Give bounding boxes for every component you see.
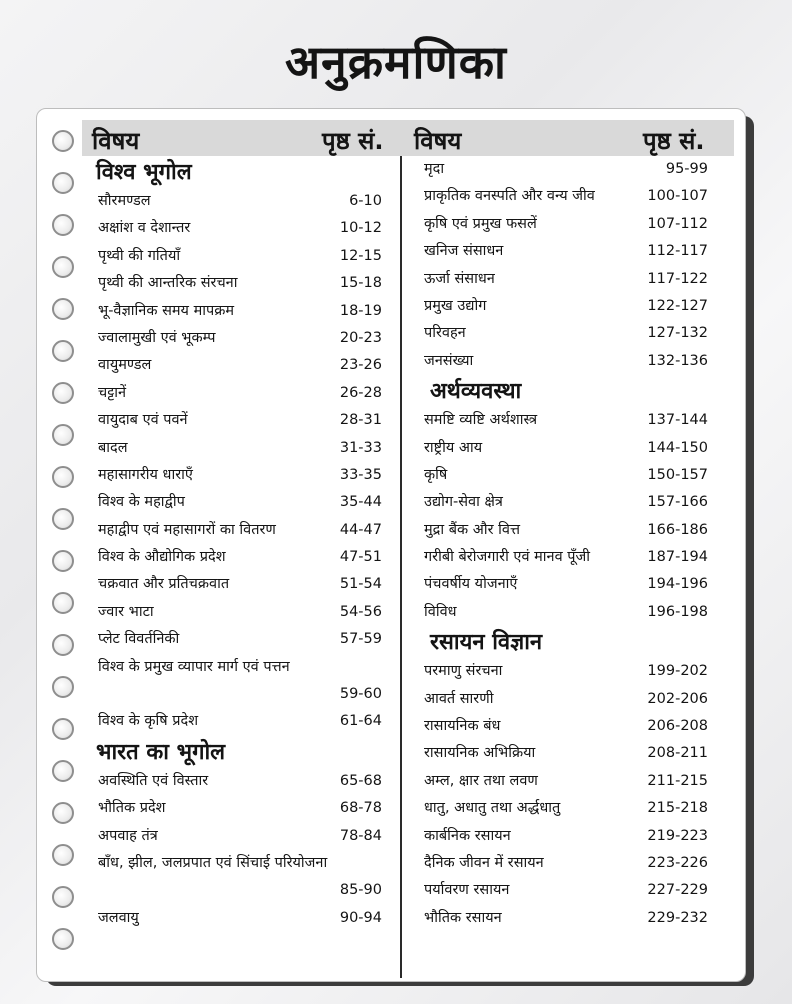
entry-page-range: 31-33 bbox=[339, 439, 382, 456]
index-entry bbox=[420, 156, 712, 183]
binder-ring-icon bbox=[52, 928, 74, 950]
index-entry bbox=[420, 823, 712, 850]
index-entry bbox=[86, 325, 386, 352]
entry-topic: अक्षांश व देशान्तर bbox=[98, 220, 191, 237]
index-entry bbox=[86, 905, 386, 932]
index-entry bbox=[86, 435, 386, 462]
entry-page-range: 166-186 bbox=[647, 521, 708, 538]
entry-page-range: 26-28 bbox=[339, 384, 382, 401]
index-entry bbox=[86, 243, 386, 270]
entry-topic: मुद्रा बैंक और वित्त bbox=[424, 521, 520, 538]
entry-page-range: 150-157 bbox=[647, 466, 708, 483]
entry-topic: वायुमण्डल bbox=[98, 357, 152, 374]
entry-page-range: 44-47 bbox=[339, 521, 382, 538]
entry-page-range: 65-68 bbox=[339, 772, 382, 789]
entry-page-range: 117-122 bbox=[647, 270, 708, 287]
entry-page-range: 33-35 bbox=[339, 466, 382, 483]
entry-page-range: 107-112 bbox=[647, 215, 708, 232]
entry-page-range: 127-132 bbox=[647, 325, 708, 342]
index-entry bbox=[420, 320, 712, 347]
index-entry bbox=[420, 658, 712, 685]
index-entry bbox=[86, 407, 386, 434]
entry-page-range: 211-215 bbox=[647, 772, 708, 789]
binder-ring-icon bbox=[52, 130, 74, 152]
binder-ring-icon bbox=[52, 298, 74, 320]
index-entry bbox=[420, 877, 712, 904]
index-entry bbox=[86, 380, 386, 407]
entry-topic: ज्वार भाटा bbox=[98, 603, 154, 620]
binder-ring-icon bbox=[52, 424, 74, 446]
binder-ring-icon bbox=[52, 382, 74, 404]
index-entry bbox=[420, 768, 712, 795]
index-entry bbox=[86, 823, 386, 850]
left-column bbox=[86, 156, 386, 932]
entry-topic: प्राकृतिक वनस्पति और वन्य जीव bbox=[424, 188, 595, 205]
index-entry bbox=[420, 348, 712, 375]
entry-topic: प्लेट विवर्तनिकी bbox=[98, 631, 180, 648]
entry-page-range: 90-94 bbox=[339, 909, 382, 926]
entry-page-range: 54-56 bbox=[339, 603, 382, 620]
entry-topic: पृथ्वी की आन्तरिक संरचना bbox=[98, 275, 238, 292]
index-entry bbox=[420, 686, 712, 713]
index-entry bbox=[420, 544, 712, 571]
entry-topic: अवस्थिति एवं विस्तार bbox=[98, 772, 209, 789]
entry-page-range: 35-44 bbox=[339, 494, 382, 511]
entry-topic: विश्व के कृषि प्रदेश bbox=[98, 713, 199, 730]
entry-topic: सौरमण्डल bbox=[98, 193, 151, 209]
index-entry bbox=[420, 713, 712, 740]
index-entry bbox=[420, 850, 712, 877]
index-entry bbox=[86, 626, 386, 653]
index-entry bbox=[420, 517, 712, 544]
index-entry bbox=[420, 740, 712, 767]
binder-ring-icon bbox=[52, 466, 74, 488]
entry-page-range: 59-60 bbox=[339, 686, 382, 703]
entry-topic: पंचवर्षीय योजनाएँ bbox=[424, 576, 518, 593]
index-entry bbox=[420, 571, 712, 598]
index-entry bbox=[86, 571, 386, 598]
index-entry bbox=[86, 215, 386, 242]
entry-page-range: 61-64 bbox=[339, 713, 382, 730]
entry-topic: रासायनिक बंध bbox=[424, 718, 501, 735]
entry-page-range: 10-12 bbox=[339, 220, 382, 237]
entry-page-range: 15-18 bbox=[339, 275, 382, 292]
entry-page-range: 208-211 bbox=[647, 745, 708, 762]
index-entry bbox=[420, 795, 712, 822]
entry-page-range: 206-208 bbox=[647, 718, 708, 735]
entry-page-range: 199-202 bbox=[647, 663, 708, 680]
table-header-bar bbox=[82, 120, 734, 156]
entry-page-range: 100-107 bbox=[647, 188, 708, 205]
index-entry bbox=[420, 211, 712, 238]
entry-topic: बादल bbox=[98, 439, 128, 456]
index-entry bbox=[420, 266, 712, 293]
right-subject-header: विषय bbox=[414, 127, 462, 155]
entry-topic: बाँध, झील, जलप्रपात एवं सिंचाई परियोजना bbox=[98, 855, 328, 871]
entry-topic: प्रमुख उद्योग bbox=[424, 297, 487, 314]
section-heading: विश्व भूगोल bbox=[96, 160, 192, 185]
binder-ring-icon bbox=[52, 172, 74, 194]
index-entry bbox=[86, 795, 386, 822]
entry-topic: अम्ल, क्षार तथा लवण bbox=[424, 772, 538, 789]
binder-ring-icon bbox=[52, 214, 74, 236]
entry-topic: मृदा bbox=[424, 161, 445, 177]
entry-topic: पर्यावरण रसायन bbox=[424, 882, 510, 899]
entry-topic: जनसंख्या bbox=[424, 352, 474, 369]
index-entry bbox=[86, 599, 386, 626]
entry-topic: कार्बनिक रसायन bbox=[424, 827, 511, 844]
index-entry bbox=[420, 489, 712, 516]
entry-topic: राष्ट्रीय आय bbox=[424, 439, 483, 456]
entry-page-range: 219-223 bbox=[647, 827, 708, 844]
binder-ring-icon bbox=[52, 676, 74, 698]
entry-topic: ऊर्जा संसाधन bbox=[424, 270, 495, 287]
entry-topic: विविध bbox=[424, 603, 457, 620]
entry-page-range: 28-31 bbox=[339, 412, 382, 429]
entry-page-range: 20-23 bbox=[339, 329, 382, 346]
entry-page-range: 122-127 bbox=[647, 297, 708, 314]
right-column bbox=[420, 156, 712, 932]
entry-page-range: 85-90 bbox=[339, 882, 382, 899]
index-entry bbox=[420, 462, 712, 489]
index-entry bbox=[86, 517, 386, 544]
entry-page-range: 227-229 bbox=[647, 882, 708, 899]
entry-topic: भौतिक प्रदेश bbox=[98, 800, 166, 817]
column-divider bbox=[400, 156, 402, 978]
index-entry bbox=[86, 462, 386, 489]
entry-topic: दैनिक जीवन में रसायन bbox=[424, 854, 544, 871]
binder-ring-icon bbox=[52, 550, 74, 572]
index-entry bbox=[420, 183, 712, 210]
entry-page-range: 202-206 bbox=[647, 690, 708, 707]
entry-topic: कृषि एवं प्रमुख फसलें bbox=[424, 215, 537, 232]
entry-topic: महाद्वीप एवं महासागरों का वितरण bbox=[98, 521, 276, 538]
entry-page-range: 51-54 bbox=[339, 576, 382, 593]
binder-ring-icon bbox=[52, 256, 74, 278]
entry-page-range: 187-194 bbox=[647, 549, 708, 566]
index-entry bbox=[86, 352, 386, 379]
index-entry bbox=[86, 544, 386, 571]
entry-topic: गरीबी बेरोजगारी एवं मानव पूँजी bbox=[424, 549, 591, 566]
index-entry bbox=[420, 905, 712, 932]
binder-ring-icon bbox=[52, 886, 74, 908]
entry-page-range: 78-84 bbox=[339, 827, 382, 844]
left-subject-header: विषय bbox=[92, 127, 140, 155]
index-entry bbox=[420, 293, 712, 320]
binder-ring-icon bbox=[52, 718, 74, 740]
index-entry bbox=[86, 298, 386, 325]
index-entry bbox=[420, 435, 712, 462]
entry-page-range: 47-51 bbox=[339, 549, 382, 566]
index-entry bbox=[86, 270, 386, 297]
entry-page-range: 112-117 bbox=[647, 243, 708, 260]
page-title: अनुक्रमणिका bbox=[285, 35, 507, 89]
entry-page-range: 12-15 bbox=[339, 247, 382, 264]
index-entry bbox=[86, 188, 386, 215]
entry-topic: पृथ्वी की गतियाँ bbox=[98, 247, 181, 264]
entry-page-range: 95-99 bbox=[665, 161, 708, 177]
entry-topic: उद्योग-सेवा क्षेत्र bbox=[424, 494, 503, 511]
entry-page-range: 6-10 bbox=[349, 193, 382, 209]
entry-topic: आवर्त सारणी bbox=[424, 690, 494, 707]
entry-page-range: 223-226 bbox=[647, 854, 708, 871]
entry-topic: भू-वैज्ञानिक समय मापक्रम bbox=[98, 302, 235, 319]
entry-topic: कृषि bbox=[424, 466, 448, 483]
entry-topic: खनिज संसाधन bbox=[424, 243, 504, 260]
entry-topic: भौतिक रसायन bbox=[424, 909, 502, 926]
entry-topic: विश्व के औद्योगिक प्रदेश bbox=[98, 549, 226, 566]
entry-page-range: 23-26 bbox=[339, 357, 382, 374]
entry-page-range: 215-218 bbox=[647, 800, 708, 817]
entry-topic: परिवहन bbox=[424, 325, 466, 342]
entry-topic: विश्व के प्रमुख व्यापार मार्ग एवं पत्तन bbox=[98, 658, 290, 675]
binder-ring-icon bbox=[52, 634, 74, 656]
binder-ring-icon bbox=[52, 802, 74, 824]
index-entry bbox=[86, 768, 386, 795]
entry-topic: वायुदाब एवं पवनें bbox=[98, 412, 188, 429]
index-entry bbox=[420, 407, 712, 434]
entry-page-range: 57-59 bbox=[339, 631, 382, 648]
index-entry bbox=[86, 489, 386, 516]
entry-page-range: 157-166 bbox=[647, 494, 708, 511]
entry-page-range: 144-150 bbox=[647, 439, 708, 456]
entry-page-range: 229-232 bbox=[647, 909, 708, 926]
entry-page-range: 196-198 bbox=[647, 603, 708, 620]
entry-topic: धातु, अधातु तथा अर्द्धधातु bbox=[424, 800, 561, 817]
entry-topic: महासागरीय धाराएँ bbox=[98, 466, 193, 483]
entry-topic: समष्टि व्यष्टि अर्थशास्त्र bbox=[424, 412, 538, 429]
entry-topic: अपवाह तंत्र bbox=[98, 827, 158, 844]
index-entry bbox=[86, 654, 386, 709]
section-heading: रसायन विज्ञान bbox=[430, 630, 543, 656]
entry-page-range: 68-78 bbox=[339, 800, 382, 817]
index-entry bbox=[420, 599, 712, 626]
binder-ring-icon bbox=[52, 340, 74, 362]
entry-page-range: 194-196 bbox=[647, 576, 708, 593]
index-entry bbox=[420, 238, 712, 265]
right-page-header: पृष्ठ सं. bbox=[643, 127, 705, 155]
entry-topic: चक्रवात और प्रतिचक्रवात bbox=[98, 576, 230, 593]
section-heading: भारत का भूगोल bbox=[96, 739, 226, 765]
entry-page-range: 18-19 bbox=[339, 302, 382, 319]
entry-topic: जलवायु bbox=[98, 909, 139, 926]
entry-topic: परमाणु संरचना bbox=[424, 663, 503, 680]
section-heading: अर्थव्यवस्था bbox=[430, 379, 522, 405]
index-entry bbox=[86, 708, 386, 735]
binder-ring-icon bbox=[52, 760, 74, 782]
entry-page-range: 132-136 bbox=[647, 352, 708, 369]
entry-topic: रासायनिक अभिक्रिया bbox=[424, 745, 536, 762]
binder-ring-icon bbox=[52, 592, 74, 614]
entry-page-range: 137-144 bbox=[647, 412, 708, 429]
left-page-header: पृष्ठ सं. bbox=[322, 127, 384, 155]
entry-topic: विश्व के महाद्वीप bbox=[98, 494, 185, 511]
entry-topic: चट्टानें bbox=[98, 384, 127, 401]
entry-topic: ज्वालामुखी एवं भूकम्प bbox=[98, 329, 216, 346]
binder-ring-icon bbox=[52, 508, 74, 530]
index-entry bbox=[86, 850, 386, 905]
binder-ring-icon bbox=[52, 844, 74, 866]
